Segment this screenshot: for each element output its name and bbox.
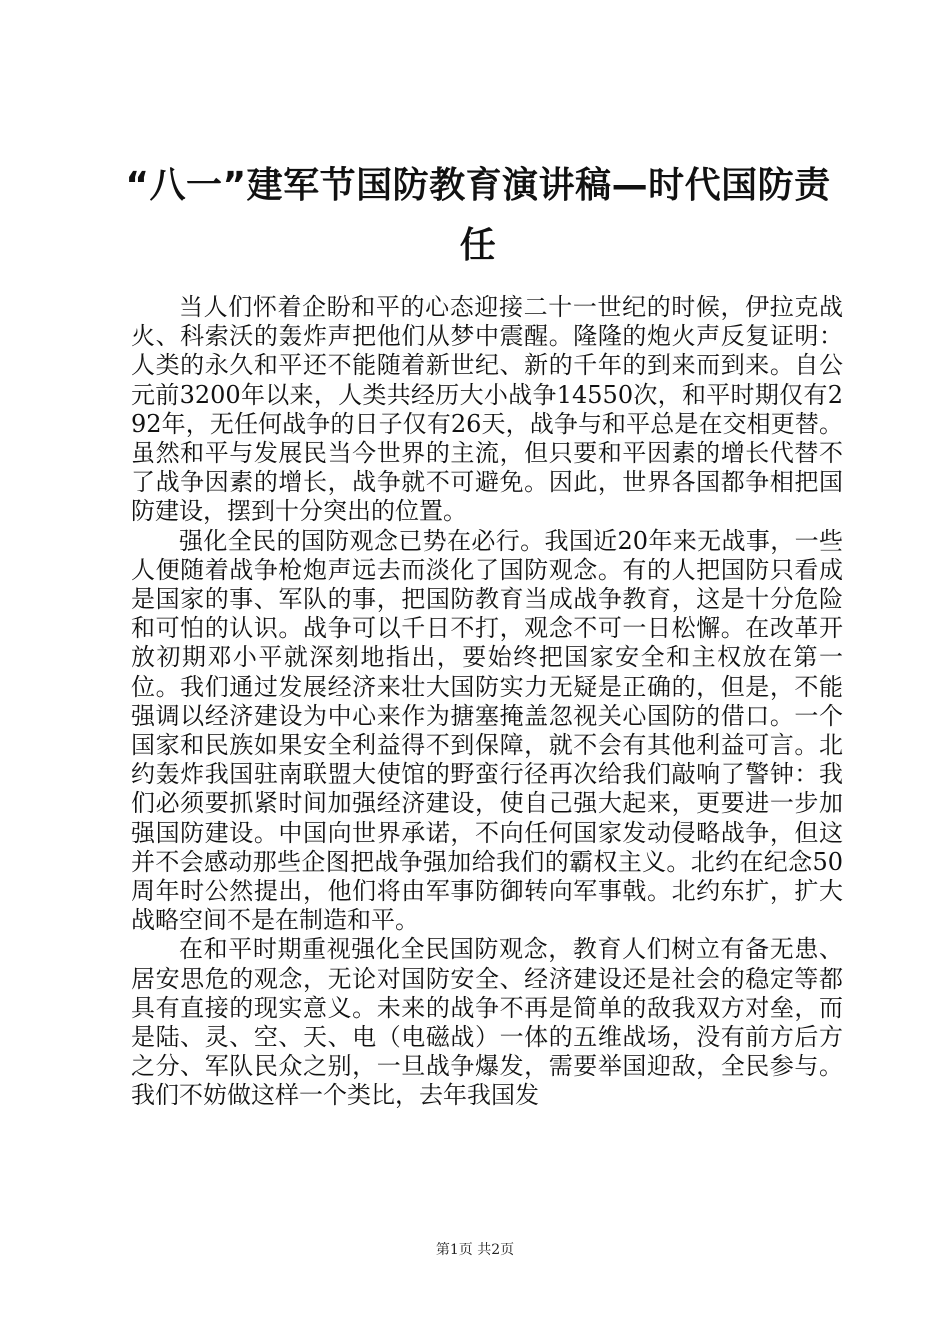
document-title: “八一”建军节国防教育演讲稿—时代国防责任 — [125, 165, 831, 266]
paragraph-1: 当人们怀着企盼和平的心态迎接二十一世纪的时候，伊拉克战火、科索沃的轰炸声把他们从梦中震醒。隆隆的炮火声反复证明：人类的永久和平还不能随着新世纪、新的千年的到来而到来。自公元前3200年以来，人类共经历大小战争14550次，和平时期仅有292年，无任何战争的日子仅有26天，战争与和平总是在交相更替。虽然和平与发展民当今世界的主流，但只要和平因素的增长代替不了战争因素的增长，战争就不可避免。因此，世界各国都争相把国防建设，摆到十分突出的位置。 — [131, 293, 843, 526]
page-number-footer: 第1页 共2页 — [435, 1242, 515, 1258]
paragraph-3: 在和平时期重视强化全民国防观念，教育人们树立有备无患、居安思危的观念，无论对国防安全、经济建设还是社会的稳定等都具有直接的现实意义。未来的战争不再是简单的敌我双方对垒，而是陆、灵、空、天、电（电磁战）一体的五维战场，没有前方后方之分、军队民众之别，一旦战争爆发，需要举国迎敌，全民参与。我们不妨做这样一个类比，去年我国发 — [131, 935, 843, 1110]
document-body — [131, 293, 843, 1111]
paragraph-2: 强化全民的国防观念已势在必行。我国近20年来无战事，一些人便随着战争枪炮声远去而淡化了国防观念。有的人把国防只看成是国家的事、军队的事，把国防教育当成战争教育，这是十分危险和可怕的认识。战争可以千日不打，观念不可一日松懈。在改革开放初期邓小平就深刻地指出，要始终把国家安全和主权放在第一位。我们通过发展经济来壮大国防实力无疑是正确的，但是，不能强调以经济建设为中心来作为搪塞掩盖忽视关心国防的借口。一个国家和民族如果安全利益得不到保障，就不会有其他利益可言。北约轰炸我国驻南联盟大使馆的野蛮行径再次给我们敲响了警钟：我们必须要抓紧时间加强经济建设，使自己强大起来，更要进一步加强国防建设。中国向世界承诺，不向任何国家发动侵略战争，但这并不会感动那些企图把战争强加给我们的霸权主义。北约在纪念50周年时公然提出，他们将由军事防御转向军事戟。北约东扩，扩大战略空间不是在制造和平。 — [131, 526, 843, 935]
